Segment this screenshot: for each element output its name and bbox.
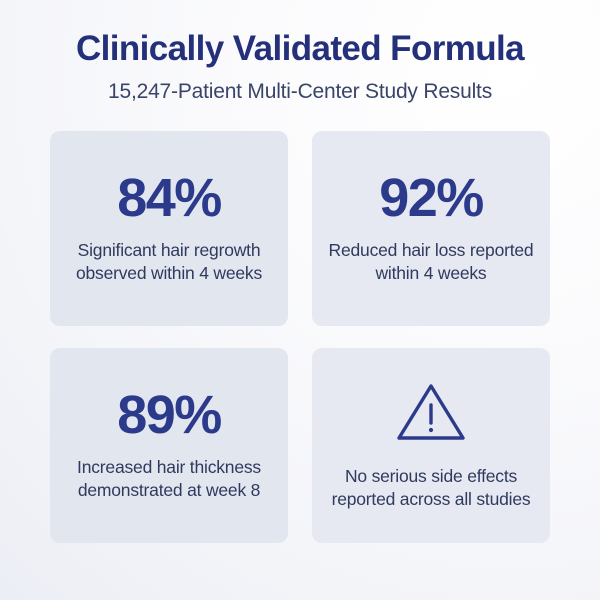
stat-description: Significant hair regrowth observed within 4 weeks bbox=[75, 240, 263, 284]
page-subtitle: 15,247-Patient Multi-Center Study Results bbox=[108, 79, 492, 103]
warning-triangle-icon bbox=[395, 380, 467, 449]
poster-header bbox=[0, 0, 600, 104]
stat-card bbox=[50, 348, 288, 543]
stat-description: Increased hair thickness demonstrated at week 8 bbox=[77, 457, 261, 501]
stat-card bbox=[50, 131, 288, 326]
stat-description: Reduced hair loss reported within 4 weeks bbox=[328, 240, 534, 284]
stat-card-grid bbox=[50, 131, 550, 543]
stat-card bbox=[312, 348, 550, 543]
stat-value: 92% bbox=[379, 168, 483, 229]
stat-card bbox=[312, 131, 550, 326]
page-title: Clinically Validated Formula bbox=[75, 29, 525, 68]
stat-description: No serious side effects reported across all studies bbox=[331, 465, 531, 509]
stat-value: 84% bbox=[117, 168, 221, 229]
stat-value: 89% bbox=[117, 385, 221, 446]
